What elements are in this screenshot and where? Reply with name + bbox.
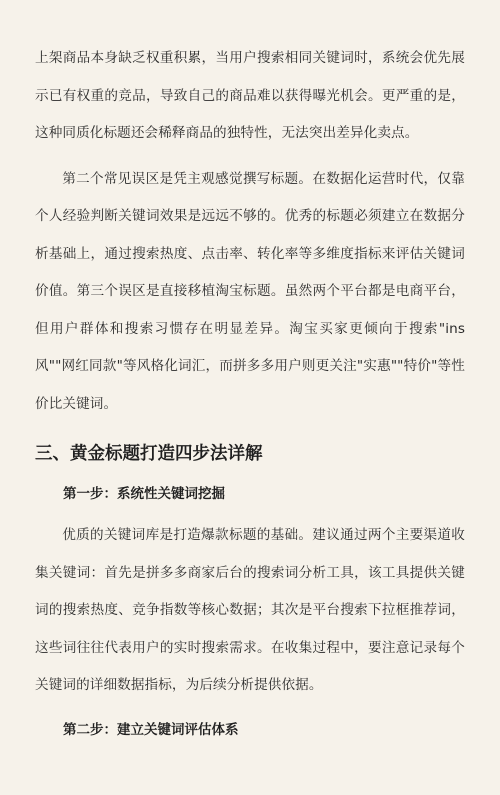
- section-heading-golden-title: 三、黄金标题打造四步法详解: [35, 444, 263, 464]
- paragraph-common-mistakes: 第二个常见误区是凭主观感觉撰写标题。在数据化运营时代，仅靠个人经验判断关键词效果是远远不够的。优秀的标题必须建立在数据分析基础上，通过搜索热度、点击率、转化率等多维度指标来评估关键词价值。第三个误区是直接移植淘宝标题。虽然两个平台都是电商平台，但用户群体和搜索习惯存在明显差异。淘宝买家更倾向于搜索"ins风""网红同款"等风格化词汇，而拼多多用户则更关注"实惠""特价"等性价比关键词。: [35, 170, 465, 412]
- paragraph-continuation: 上架商品本身缺乏权重积累，当用户搜索相同关键词时，系统会优先展示已有权重的竞品，导致自己的商品难以获得曝光机会。更严重的是，这种同质化标题还会稀释商品的独特性，无法突出差异化卖点。: [35, 50, 465, 141]
- paragraph-keyword-mining: 优质的关键词库是打造爆款标题的基础。建议通过两个主要渠道收集关键词：首先是拼多多商家后台的搜索词分析工具，该工具提供关键词的搜索热度、竞争指数等核心数据；其次是平台搜索下拉框推荐词，这些词往往代表用户的实时搜索需求。在收集过程中，要注意记录每个关键词的详细数据指标，为后续分析提供依据。: [35, 527, 465, 693]
- subheading-step-one: 第一步：系统性关键词挖掘: [63, 486, 225, 502]
- subheading-step-two: 第二步：建立关键词评估体系: [63, 721, 239, 738]
